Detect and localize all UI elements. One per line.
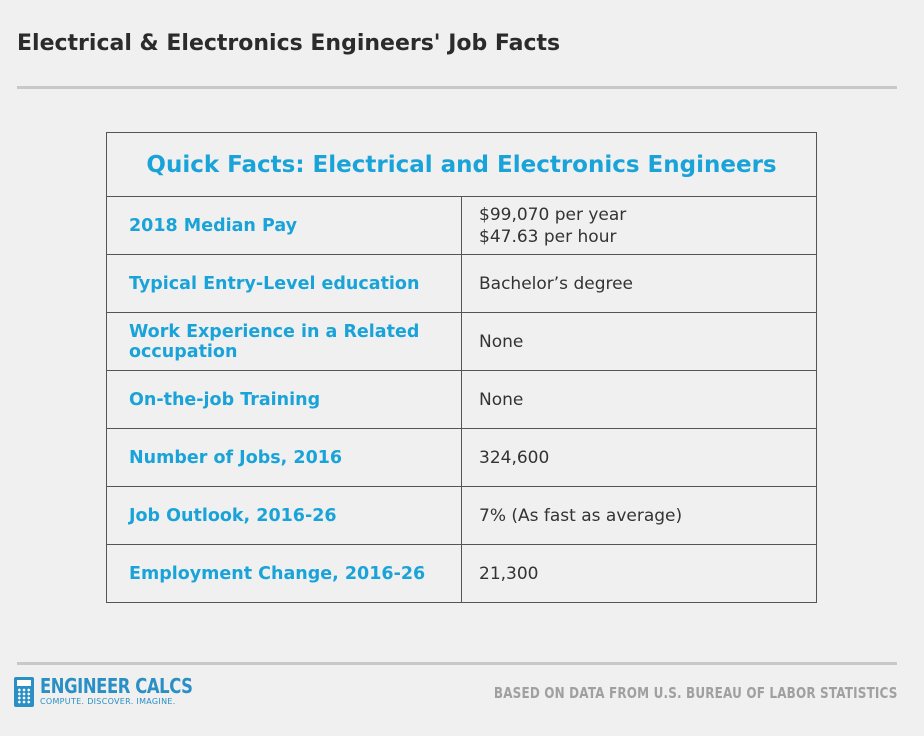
- quick-facts-table: [106, 132, 817, 603]
- brand-tagline: COMPUTE. DISCOVER. IMAGINE.: [40, 697, 176, 706]
- page-title: Electrical & Electronics Engineers' Job Facts: [17, 31, 561, 56]
- table-row: [107, 487, 817, 545]
- source-note: BASED ON DATA FROM U.S. BUREAU OF LABOR STATISTICS: [494, 684, 898, 702]
- bottom-divider: [17, 662, 897, 665]
- engineer-calcs-logo: [14, 676, 226, 707]
- row-label: On-the-job Training: [107, 371, 462, 429]
- row-value: None: [462, 371, 817, 429]
- table-row: [107, 313, 817, 371]
- row-label: 2018 Median Pay: [107, 197, 462, 255]
- top-divider: [17, 86, 897, 89]
- table-row: [107, 255, 817, 313]
- row-value: 21,300: [462, 545, 817, 603]
- table-row: [107, 545, 817, 603]
- table-row: [107, 429, 817, 487]
- row-label: Job Outlook, 2016-26: [107, 487, 462, 545]
- row-label: Typical Entry-Level education: [107, 255, 462, 313]
- row-value: 324,600: [462, 429, 817, 487]
- row-value: Bachelor’s degree: [462, 255, 817, 313]
- brand-name: ENGINEER CALCS: [40, 674, 193, 698]
- value-line: $47.63 per hour: [479, 226, 617, 247]
- table-row: [107, 197, 817, 255]
- row-value: [462, 197, 817, 255]
- row-value: None: [462, 313, 817, 371]
- calculator-icon: [14, 677, 34, 707]
- table-row: [107, 371, 817, 429]
- table-heading: Quick Facts: Electrical and Electronics Engineers: [107, 133, 817, 197]
- row-label: Work Experience in a Related occupation: [107, 313, 462, 371]
- table-header-row: [107, 133, 817, 197]
- row-value: 7% (As fast as average): [462, 487, 817, 545]
- row-label: Number of Jobs, 2016: [107, 429, 462, 487]
- row-label: Employment Change, 2016-26: [107, 545, 462, 603]
- value-line: $99,070 per year: [479, 204, 627, 225]
